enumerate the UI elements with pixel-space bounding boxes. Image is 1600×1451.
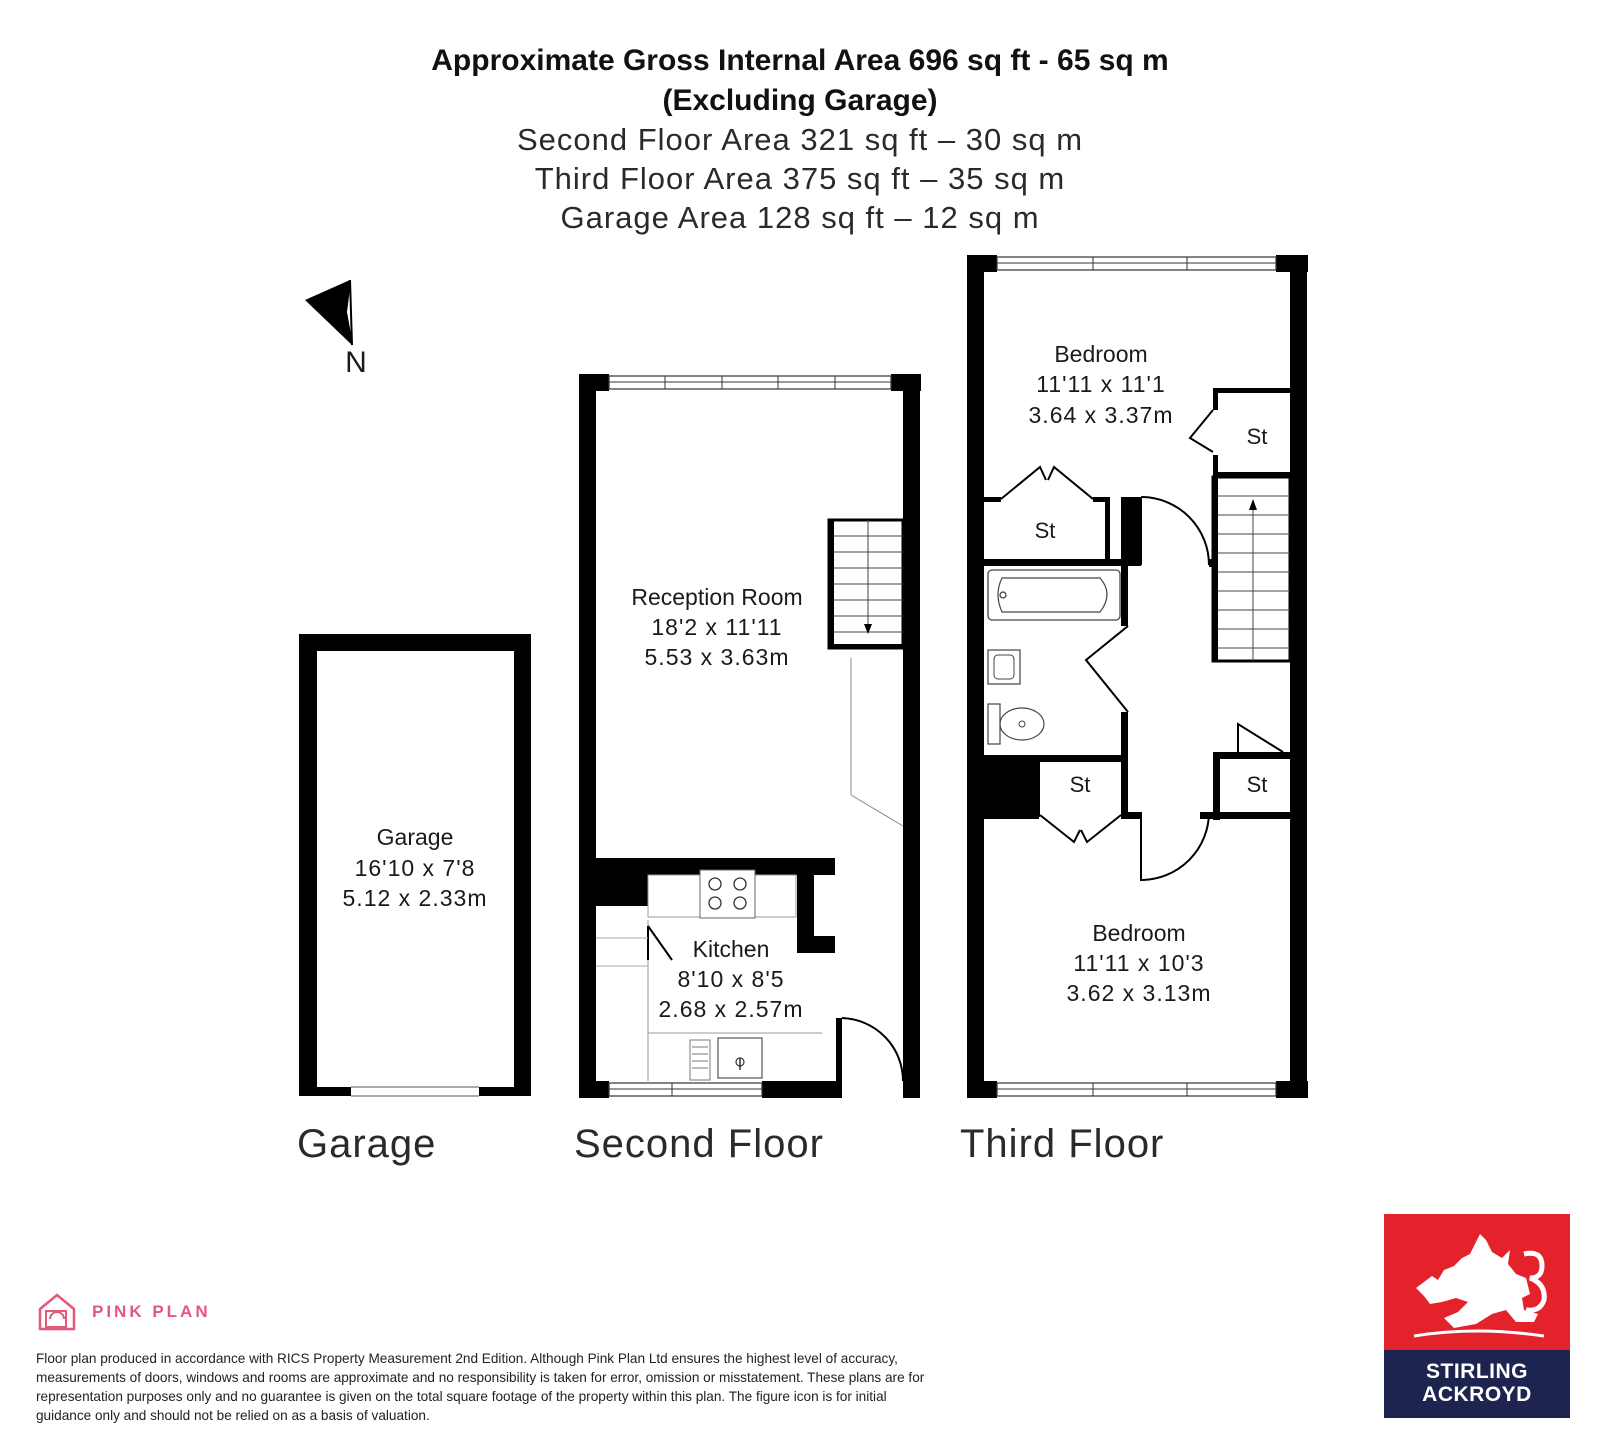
third-floor-area: Third Floor Area 375 sq ft – 35 sq m (534, 161, 1066, 196)
agent-name-line1: STIRLING (1426, 1360, 1528, 1383)
reception-room-imperial: 18'2 x 11'11 (651, 614, 783, 640)
third-floor-plan (967, 255, 1308, 1098)
bedroom-1-imperial: 11'11 x 11'1 (1036, 371, 1166, 397)
stirling-ackroyd-logo (1384, 1214, 1570, 1418)
storage-label-2: St (1034, 518, 1056, 543)
garage-plan (299, 634, 531, 1096)
garage-room-name: Garage (376, 824, 454, 850)
bedroom-2-imperial: 11'11 x 10'3 (1073, 950, 1205, 976)
garage-room-imperial: 16'10 x 7'8 (354, 855, 476, 881)
disclaimer: Floor plan produced in accordance with RICS Property Measurement 2nd Edition. Although Pink Plan Ltd ensures the highest level of accuracy, measurements of doors, windows and rooms are approximate and no responsibility is taken for error, omission or misstatement. These plans are for representation purposes only and no guarantee is given on the total square footage of the property within this plan. The figure icon is for initial guidance only and should not be relied on as a basis of valuation. (36, 1351, 925, 1423)
kitchen-imperial: 8'10 x 8'5 (677, 966, 785, 992)
bedroom-1-metric: 3.64 x 3.37m (1028, 402, 1174, 428)
storage-label-3: St (1069, 772, 1091, 797)
bedroom-2-name: Bedroom (1092, 920, 1186, 946)
third-floor-label: Third Floor (960, 1122, 1165, 1166)
second-floor-area: Second Floor Area 321 sq ft – 30 sq m (516, 122, 1084, 157)
kitchen-metric: 2.68 x 2.57m (658, 996, 804, 1022)
storage-label-1: St (1246, 424, 1268, 449)
second-floor-plan (579, 374, 921, 1098)
pink-plan-house-icon (36, 1291, 78, 1333)
kitchen-name: Kitchen (692, 936, 770, 962)
garage-area: Garage Area 128 sq ft – 12 sq m (560, 200, 1040, 235)
stirling-ackroyd-wordmark (1384, 1350, 1570, 1418)
garage-room-metric: 5.12 x 2.33m (342, 885, 488, 911)
second-floor-label: Second Floor (574, 1122, 824, 1166)
agent-name-line2: ACKROYD (1422, 1383, 1532, 1406)
garage-floor-label: Garage (297, 1122, 437, 1166)
area-subtitle: (Excluding Garage) (662, 84, 938, 117)
north-arrow-icon (305, 280, 367, 379)
pink-plan-logo (36, 1290, 211, 1334)
griffin-icon (1384, 1214, 1570, 1350)
pink-plan-brand-text: PINK PLAN (92, 1302, 211, 1321)
north-label: N (345, 346, 367, 379)
area-title: Approximate Gross Internal Area 696 sq ft - 65 sq m (431, 44, 1169, 77)
storage-label-4: St (1246, 772, 1268, 797)
bedroom-1-name: Bedroom (1054, 341, 1148, 367)
bedroom-2-metric: 3.62 x 3.13m (1066, 980, 1212, 1006)
reception-room-name: Reception Room (631, 584, 803, 610)
reception-room-metric: 5.53 x 3.63m (644, 644, 790, 670)
